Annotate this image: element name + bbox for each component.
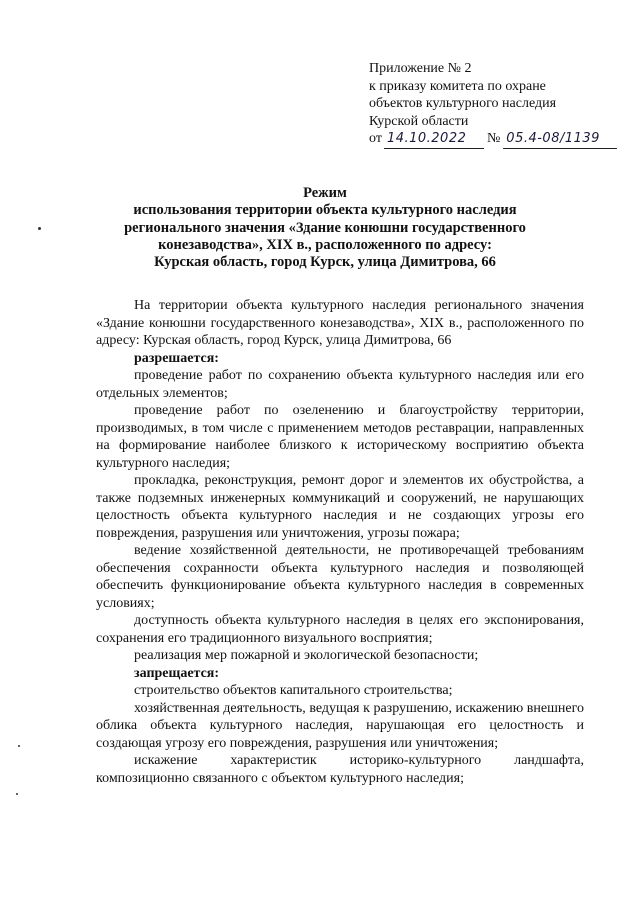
forbidden-item: хозяйственная деятельность, ведущая к разрушению, искажению внешнего облика объекта культурного наследия, нарушающая его целостность и создающая угрозу его повреждения, разрушения или уничтожения;	[96, 700, 584, 751]
from-label: от	[369, 131, 382, 146]
appendix-block	[369, 60, 629, 149]
forbidden-item: искажение характеристик историко-культурного ландшафта, композиционно связанного с объектом культурного наследия;	[96, 753, 584, 786]
document-body	[96, 297, 584, 787]
scan-speck	[38, 227, 41, 230]
title-line: регионального значения «Здание конюшни государственного	[124, 219, 526, 236]
forbidden-heading: запрещается:	[134, 665, 220, 681]
allowed-heading: разрешается:	[134, 350, 219, 366]
allowed-item: реализация мер пожарной и экологической безопасности;	[134, 648, 479, 663]
intro-paragraph: На территории объекта культурного наследия регионального значения «Здание конюшни государственного конезаводства», XIX в., расположенного по адресу: Курская область, город Курск, улица Димитрова, 66	[96, 298, 584, 348]
title-line: использования территории объекта культурного наследия	[133, 202, 517, 219]
allowed-item: проведение работ по сохранению объекта культурного наследия или его отдельных элементов;	[96, 368, 584, 401]
allowed-item: проведение работ по озеленению и благоустройству территории, производимых, в том числе с применением методов реставрации, направленных на формирование наиболее близкого к историческому восприятию объекта культурного наследия;	[96, 403, 584, 471]
handwritten-number: 05.4-08/1139	[503, 130, 617, 149]
order-date-number	[369, 130, 629, 149]
title-line: Курская область, город Курск, улица Димитрова, 66	[154, 254, 496, 271]
allowed-item: прокладка, реконструкция, ремонт дорог и элементов их обустройства, а также подземных инженерных коммуникаций и сооружений, не нарушающих целостность объекта культурного наследия и не создающих угрозы его повреждения, разрушения или уничтожения, угрозы пожара;	[96, 473, 584, 541]
appendix-line: Приложение № 2	[369, 61, 472, 76]
title-line: Режим	[303, 185, 347, 201]
document-title	[100, 185, 550, 271]
appendix-line: объектов культурного наследия	[369, 96, 557, 111]
forbidden-item: строительство объектов капитального строительства;	[134, 683, 453, 698]
scan-speck	[18, 745, 20, 747]
number-label: №	[486, 131, 501, 146]
allowed-item: доступность объекта культурного наследия в целях его экспонирования, сохранения его традиционного визуального восприятия;	[96, 613, 584, 646]
handwritten-date: 14.10.2022	[384, 130, 484, 149]
appendix-line: к приказу комитета по охране	[369, 78, 546, 94]
title-line: конезаводства», XIX в., расположенного по адресу:	[158, 236, 492, 253]
scan-speck	[16, 793, 18, 795]
appendix-line: Курской области	[369, 113, 469, 129]
allowed-item: ведение хозяйственной деятельности, не противоречащей требованиям обеспечения сохранности объекта культурного наследия и позволяющей обеспечить функционирование объекта культурного наследия в современных условиях;	[96, 543, 584, 611]
